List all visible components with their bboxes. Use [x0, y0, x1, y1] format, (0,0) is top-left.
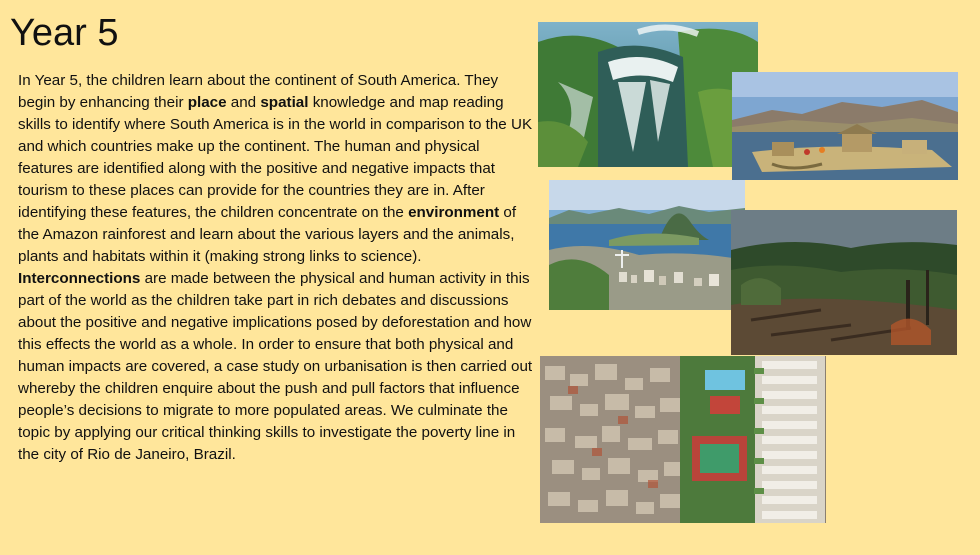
- keyword-place: place: [187, 94, 227, 111]
- body-paragraph: [18, 70, 533, 466]
- paragraph-segment: knowledge and map reading skills to identify where South America is in the world in comparison to the UK and which countries make up the continent. The human and physical features are identified along with the positive and negative impacts that tourism to these places can provide for the countries they are in. After identifying these features, the children concentrate on the: [18, 94, 533, 221]
- deforestation-photo-image: [731, 210, 957, 355]
- favela-and-apartments-photo-image: [540, 356, 826, 523]
- waterfall-photo-image: [538, 22, 758, 167]
- keyword-environment: environment: [408, 204, 500, 221]
- paragraph-segment: In Year 5, the children learn about the continent of South America. They begin by enhancing their: [18, 72, 499, 111]
- lake-village-photo-image: [732, 72, 958, 180]
- paragraph-segment: and: [226, 94, 261, 111]
- paragraph-segment: of the Amazon rainforest and learn about the various layers and the animals, plants and habitats within it (making strong links to science).: [18, 204, 517, 265]
- keyword-spatial: spatial: [260, 94, 309, 111]
- paragraph-segment: are made between the physical and human activity in this part of the world as the children take part in rich debates and discussions about the positive and negative implications posed by deforestation and how this effects the world as a whole. In order to ensure that both physical and human impacts are covered, a case study on urbanisation is then carried out whereby the children enquire about the push and pull factors that influence people’s decisions to migrate to more populated areas. We culminate the topic by applying our critical thinking skills to investigate the poverty line in the city of Rio de Janeiro, Brazil.: [18, 270, 533, 463]
- rio-de-janeiro-photo-image: [549, 180, 745, 310]
- keyword-interconnections: Interconnections: [18, 270, 141, 287]
- slide-title: Year 5: [10, 12, 119, 54]
